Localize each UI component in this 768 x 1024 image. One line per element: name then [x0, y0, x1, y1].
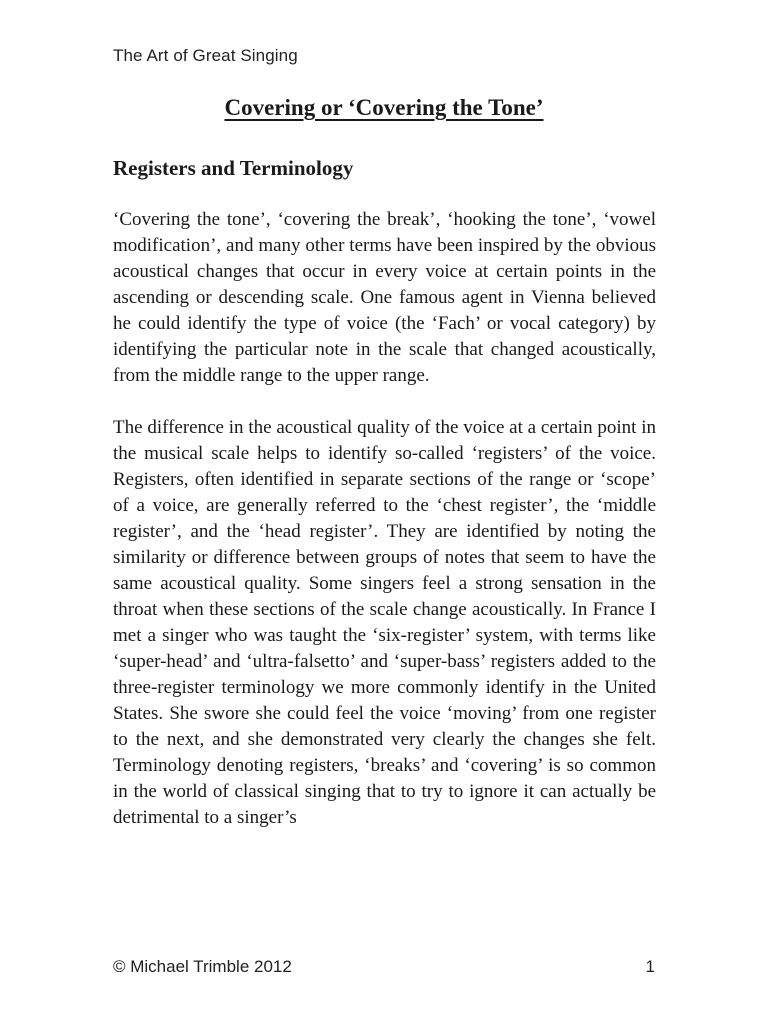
page-number: 1 — [645, 957, 655, 976]
footer-copyright: © Michael Trimble 2012 — [113, 957, 292, 976]
page-title: Covering or ‘Covering the Tone’ — [224, 95, 544, 120]
section-heading: Registers and Terminology — [113, 156, 354, 180]
paragraph: The difference in the acoustical quality of the voice at a certain point in the musical scale helps to identify so-called ‘registers’ of the voice. Registers, often identified in separate sections of the range or ‘scope’ of a voice, are generally referred to the ‘chest register’, the ‘middle register’, and the ‘head register’. They are identified by noting the similarity or difference between groups of notes that seem to have the same acoustical quality. Some singers feel a strong sensation in the throat when these sections of the scale change acoustically. In France I met a singer who was taught the ‘six-register’ system, with terms like ‘super-head’ and ‘ultra-falsetto’ and ‘super-bass’ registers added to the three-register terminology we more commonly identify in the United States. She swore she could feel the voice ‘moving’ from one register to the next, and she demonstrated very clearly the changes she felt. Terminology denoting registers, ‘breaks’ and ‘covering’ is so common in the world of classical singing that to try to ignore it can actually be detrimental to a singer’s — [113, 417, 656, 828]
running-header: The Art of Great Singing — [113, 46, 298, 65]
body-text — [113, 207, 656, 857]
paragraph: ‘Covering the tone’, ‘covering the break’, ‘hooking the tone’, ‘vowel modification’, and many other terms have been inspired by the obvious acoustical changes that occur in every voice at certain points in the ascending or descending scale. One famous agent in Vienna believed he could identify the type of voice (the ‘Fach’ or vocal category) by identifying the particular note in the scale that changed acoustically, from the middle range to the upper range. — [113, 209, 656, 386]
